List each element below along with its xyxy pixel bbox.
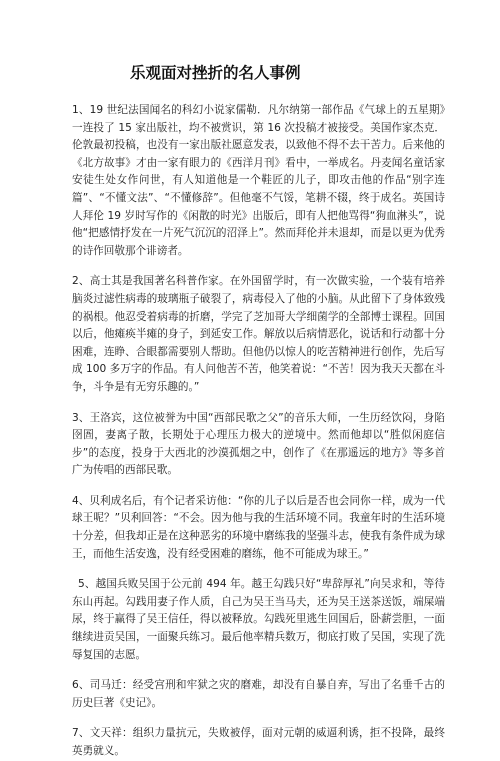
paragraph-5: 5、越国兵败吴国于公元前 494 年。越王勾践只好“卑辞厚礼”向吴求和，等待东山再起。勾践用妻子作人质，自己为吴王当马夫，还为吴王送茶送饭，端屎端尿，终于赢得了吴王信任，得以被释放。勾践死里逃生回国后，卧薪尝胆，一面继续进贡吴国，一面聚兵练习。最后他率精兵数万，彻底打败了吴国，实现了洗辱复国的志愿。 xyxy=(72,578,445,661)
paragraph-1: 1、19 世纪法国闻名的科幻小说家儒勒．凡尔纳第一部作品《气球上的五星期》一连投了 15 家出版社，均不被赏识，第 16 次投稿才被接受。美国作家杰克．伦敦最初投稿，也没有一家出版社愿意发表，以致他不得不去干苦力。后来他的《北方故事》才由一家有眼力的《西洋月刊》看中，一举成名。丹麦闻名童话家安徒生处女作问世，有人知道他是一个鞋匠的儿子，即攻击他的作品“别字连篇”、“不懂文法”、“不懂修辞”。但他毫不气馁，笔耕不辍，终于成名。英国诗人拜伦 19 岁时写作的《闲散的时光》出版后，即有人把他骂得“狗血淋头”，说他“把感情抒发在一片死气沉沉的沼泽上”。然而拜伦并未退却，而是以更为优秀的诗作回敬那个诽谤者。 xyxy=(72,104,445,257)
paragraph-7: 7、文天祥：组织力量抗元，失败被俘，面对元朝的威逼利诱，拒不投降，最终英勇就义。 xyxy=(72,727,445,757)
paragraph-6: 6、司马迁：经受宫刑和牢狱之灾的磨难，却没有自暴自弃，写出了名垂千古的历史巨著《史记》。 xyxy=(72,679,445,709)
paragraph-3: 3、王洛宾，这位被誉为中国“西部民歌之父”的音乐大师，一生历经饮闷，身陷囹圄，妻离子散，长期处于心理压力极大的逆境中。然而他却以“胜似闲庭信步”的态度，投身于大西北的沙漠孤烟之中，创作了《在那遥远的地方》等多首广为传唱的西部民歌。 xyxy=(72,411,445,477)
document-title: 乐观面对挫折的名人事例 xyxy=(130,64,301,82)
paragraph-4: 4、贝利成名后，有个记者采访他：“你的儿子以后是否也会同你一样，成为一代球王呢？”贝利回答：“不会。因为他与我的生活环境不同。我童年时的生活环境十分差，但我却正是在这种恶劣的环境中磨练我的坚强斗志，使我有条件成为球王，而他生活安逸，没有经受困难的磨练，他不可能成为球王。” xyxy=(72,494,445,560)
paragraph-2: 2、高士其是我国著名科普作家。在外国留学时，有一次做实验，一个装有培养脑炎过滤性病毒的玻璃瓶子破裂了，病毒侵入了他的小脑。从此留下了身体致残的祸根。他忍受着病毒的折磨，学完了芝加哥大学细菌学的全部博士课程。回国以后，他瘫痪半瘫的身子，到延安工作。解放以后病情恶化，说话和行动都十分困难，连睁、合眼都需要别人帮助。但他仍以惊人的吃苦精神进行创作，先后写成 100 多万字的作品。有人问他苦不苦，他笑着说：“不苦！因为我天天都在斗争，斗争是有无穷乐趣的。” xyxy=(72,275,445,393)
